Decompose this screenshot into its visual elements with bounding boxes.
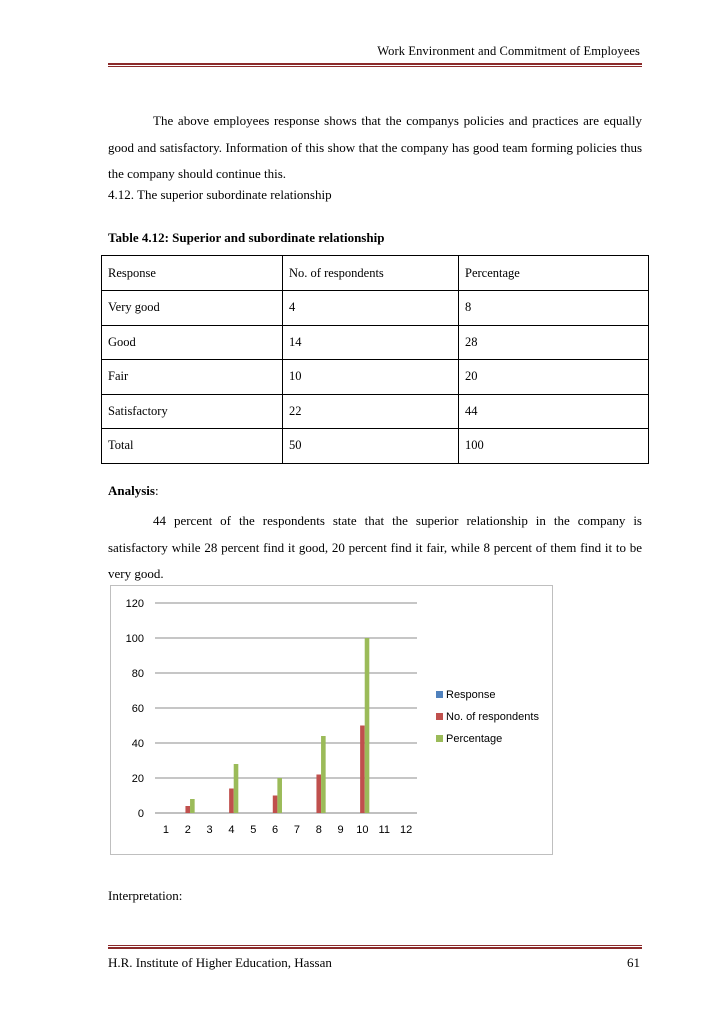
chart-bar (234, 764, 239, 813)
chart-bar (277, 778, 282, 813)
chart-legend-swatch (436, 691, 443, 698)
chart-bar (321, 736, 326, 813)
chart-y-tick-label: 40 (131, 738, 144, 750)
analysis-heading: Analysis: (108, 483, 159, 498)
chart-y-tick-label: 120 (125, 598, 144, 610)
table-cell: 10 (283, 360, 459, 395)
table-cell: 28 (459, 325, 649, 360)
chart-x-tick-label: 4 (228, 824, 235, 836)
chart-bar (273, 796, 278, 814)
chart-x-tick-label: 1 (162, 824, 169, 836)
table-cell: Very good (102, 291, 283, 326)
table-cell: Fair (102, 360, 283, 395)
chart-legend-label: No. of respondents (446, 711, 539, 723)
data-table (101, 255, 649, 464)
bar-chart (110, 585, 553, 855)
table-cell: 100 (459, 429, 649, 464)
chart-x-tick-label: 5 (250, 824, 257, 836)
chart-x-tick-label: 3 (206, 824, 213, 836)
chart-y-tick-label: 100 (125, 633, 144, 645)
analysis-paragraph: 44 percent of the respondents state that the superior relationship in the company is satisfactory while 28 percent find it good, 20 percent find it fair, while 8 percent of them find it to be very good. (108, 513, 642, 581)
section-heading: 4.12. The superior subordinate relationship (108, 187, 332, 202)
table-cell: 20 (459, 360, 649, 395)
table-header-cell: Percentage (459, 256, 649, 291)
chart-y-tick-label: 60 (131, 703, 144, 715)
header-rule (108, 63, 642, 65)
chart-legend-swatch (436, 735, 443, 742)
table-cell: 8 (459, 291, 649, 326)
interpretation-label: Interpretation: (108, 888, 183, 903)
table-header-row (102, 256, 649, 291)
table-cell: 14 (283, 325, 459, 360)
chart-x-tick-label: 12 (399, 824, 413, 836)
chart-x-tick-label: 10 (356, 824, 369, 836)
table-header-cell: Response (102, 256, 283, 291)
table-caption: Table 4.12: Superior and subordinate relationship (108, 230, 385, 245)
chart-x-tick-label: 8 (315, 824, 322, 836)
table-row (102, 394, 649, 429)
chart-bar (316, 775, 321, 814)
table-cell: Satisfactory (102, 394, 283, 429)
intro-paragraph: The above employees response shows that the companys policies and practices are equally good and satisfactory. Information of this show that the company has good team forming policies thus the company should continue this. (108, 113, 642, 181)
chart-legend-label: Percentage (446, 733, 503, 745)
table-header-cell: No. of respondents (283, 256, 459, 291)
chart-y-tick-label: 0 (137, 808, 144, 820)
chart-bar (190, 799, 195, 813)
table-cell: 50 (283, 429, 459, 464)
table-row (102, 360, 649, 395)
chart-bar (185, 806, 190, 813)
chart-x-tick-label: 11 (378, 824, 390, 836)
chart-legend-label: Response (446, 689, 496, 701)
running-header: Work Environment and Commitment of Employees (377, 44, 640, 58)
chart-y-tick-label: 80 (131, 668, 144, 680)
chart-bar (365, 638, 370, 813)
chart-legend-swatch (436, 713, 443, 720)
header-rule-thin (108, 66, 642, 67)
table-row (102, 291, 649, 326)
chart-bar (229, 789, 234, 814)
table-row (102, 325, 649, 360)
table-cell: Good (102, 325, 283, 360)
table-row (102, 429, 649, 464)
footer-institute: H.R. Institute of Higher Education, Hassan (108, 955, 332, 970)
chart-x-tick-label: 2 (184, 824, 191, 836)
footer-rule (108, 947, 642, 949)
page-number: 61 (627, 955, 640, 970)
chart-canvas (111, 586, 554, 856)
chart-bar (360, 726, 365, 814)
table-cell: Total (102, 429, 283, 464)
chart-x-tick-label: 6 (272, 824, 279, 836)
chart-x-tick-label: 9 (337, 824, 344, 836)
table-cell: 4 (283, 291, 459, 326)
chart-x-tick-label: 7 (293, 824, 300, 836)
table-cell: 44 (459, 394, 649, 429)
footer-rule-thin (108, 945, 642, 946)
chart-y-tick-label: 20 (131, 773, 144, 785)
table-cell: 22 (283, 394, 459, 429)
